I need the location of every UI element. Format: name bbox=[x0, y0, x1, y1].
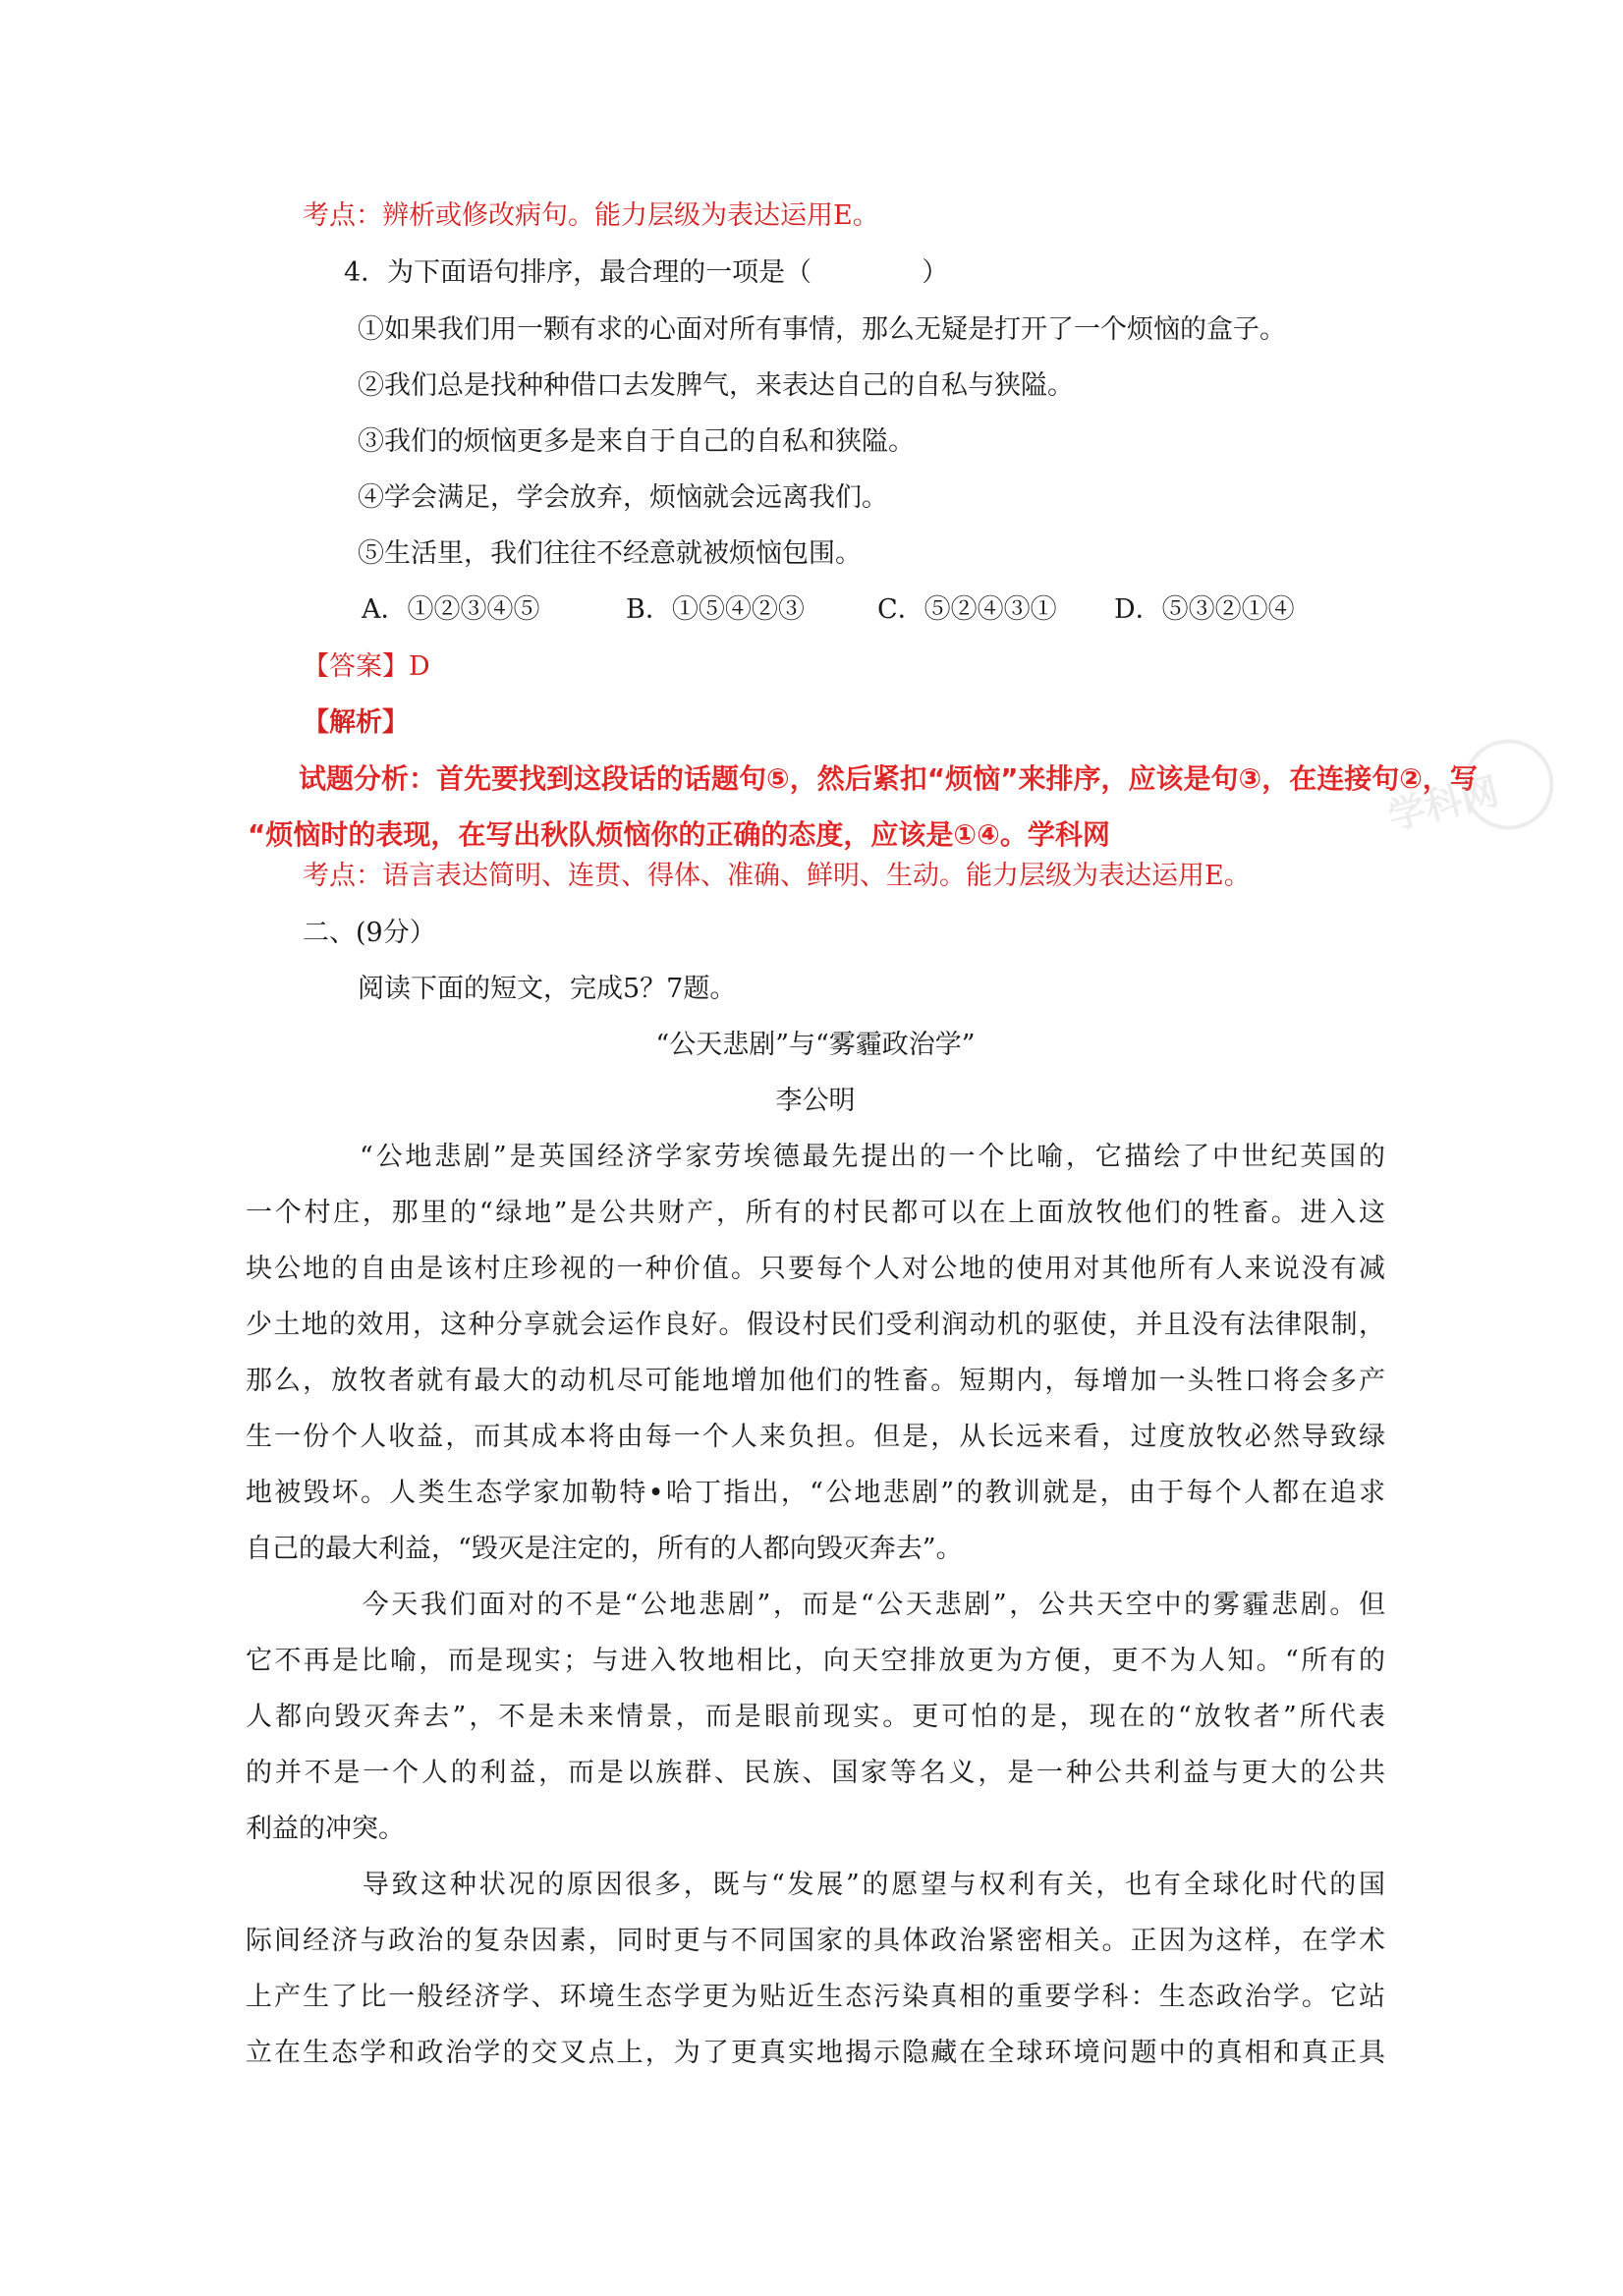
p1-line-1 bbox=[246, 1138, 1385, 1177]
q4-sentence-4: ④学会满足，学会放弃，烦恼就会远离我们。 bbox=[358, 482, 888, 513]
p1-line-8: 自己的最大利益，“毁灭是注定的，所有的人都向毁灭奔去”。 bbox=[246, 1534, 963, 1564]
p1-line-4: 少土地的效用，这种分享就会运作良好。假设村民们受利润动机的驱使，并且没有法律限制， bbox=[246, 1310, 1385, 1340]
section2-header: 二、(9分） bbox=[303, 918, 436, 948]
p1-line-7: 地被毁坏。人类生态学家加勒特•哈丁指出，“公地悲剧”的教训就是，由于每个人都在追求 bbox=[246, 1478, 1385, 1508]
q3-kaodian: 考点：辨析或修改病句。能力层级为表达运用E。 bbox=[303, 200, 879, 231]
p3-line-2: 际间经济与政治的复杂因素，同时更与不同国家的具体政治紧密相关。正因为这样，在学术 bbox=[246, 1926, 1385, 1956]
p3-line-4: 立在生态学和政治学的交叉点上，为了更真实地揭示隐藏在全球环境问题中的真相和真正具 bbox=[246, 2038, 1385, 2068]
q4-option-c: C．⑤②④③① bbox=[877, 594, 1057, 625]
q4-answer: 【答案】D bbox=[303, 651, 430, 682]
p3-line-3: 上产生了比一般经济学、环境生态学更为贴近生态污染真相的重要学科：生态政治学。它站 bbox=[246, 1982, 1385, 2012]
p2-line-1-text: 今天我们面对的不是“公地悲剧”，而是“公天悲剧”，公共天空中的雾霾悲剧。但 bbox=[360, 1590, 1385, 1620]
q4-analysis-line-1: 试题分析：首先要找到这段话的话题句⑤，然后紧扣“烦恼”来排序，应该是句③，在连接句②，写 bbox=[299, 762, 1478, 795]
q4-sentence-2: ②我们总是找种种借口去发脾气，来表达自己的自私与狭隘。 bbox=[358, 370, 1074, 401]
p3-line-1 bbox=[246, 1866, 1385, 1905]
p2-line-2: 它不再是比喻，而是现实；与进入牧地相比，向天空排放更为方便，更不为人知。“所有的 bbox=[246, 1646, 1385, 1676]
q4-stem-prefix: 4．为下面语句排序，最合理的一项是（ bbox=[344, 257, 812, 288]
q4-option-b: B．①⑤④②③ bbox=[626, 594, 805, 625]
p1-line-5: 那么，放牧者就有最大的动机尽可能地增加他们的牲畜。短期内，每增加一头牲口将会多产 bbox=[246, 1366, 1385, 1396]
p1-line-3: 块公地的自由是该村庄珍视的一种价值。只要每个人对公地的使用对其他所有人来说没有减 bbox=[246, 1254, 1385, 1284]
p2-line-1 bbox=[246, 1586, 1385, 1625]
q4-kaodian: 考点：语言表达简明、连贯、得体、准确、鲜明、生动。能力层级为表达运用E。 bbox=[303, 861, 1251, 891]
q4-stem bbox=[344, 253, 948, 293]
q4-sentence-5: ⑤生活里，我们往往不经意就被烦恼包围。 bbox=[358, 538, 862, 569]
q4-sentence-3: ③我们的烦恼更多是来自于自己的自私和狭隘。 bbox=[358, 426, 915, 457]
q4-option-a: A．①②③④⑤ bbox=[362, 594, 540, 625]
p3-line-1-text: 导致这种状况的原因很多，既与“发展”的愿望与权利有关，也有全球化时代的国 bbox=[360, 1870, 1385, 1900]
section2-instruction: 阅读下面的短文，完成5？7题。 bbox=[358, 974, 737, 1004]
q4-option-d: D．⑤③②①④ bbox=[1114, 594, 1295, 625]
q4-stem-suffix: ） bbox=[922, 257, 949, 288]
p2-line-5: 利益的冲突。 bbox=[246, 1814, 405, 1844]
q4-options bbox=[0, 590, 1623, 630]
q4-sentence-1: ①如果我们用一颗有求的心面对所有事情，那么无疑是打开了一个烦恼的盒子。 bbox=[358, 314, 1286, 345]
watermark-text: 学科网 bbox=[1383, 768, 1503, 839]
p1-line-2: 一个村庄，那里的“绿地”是公共财产，所有的村民都可以在上面放牧他们的牲畜。进入这 bbox=[246, 1198, 1385, 1228]
p1-line-6: 生一份个人收益，而其成本将由每一个人来负担。但是，从长远来看，过度放牧必然导致绿 bbox=[246, 1422, 1385, 1452]
article-author: 李公明 bbox=[775, 1086, 856, 1116]
article-title: “公天悲剧”与“雾霾政治学” bbox=[655, 1030, 976, 1060]
q4-analysis-line-2: “烦恼时的表现，在写出秋队烦恼你的正确的态度，应该是①④。学科网 bbox=[248, 818, 1110, 851]
q4-analysis-label: 【解析】 bbox=[303, 707, 409, 738]
watermark-logo bbox=[1368, 723, 1590, 859]
p2-line-3: 人都向毁灭奔去”，不是未来情景，而是眼前现实。更可怕的是，现在的“放牧者”所代表 bbox=[246, 1702, 1385, 1732]
p2-line-4: 的并不是一个人的利益，而是以族群、民族、国家等名义，是一种公共利益与更大的公共 bbox=[246, 1758, 1385, 1788]
p1-line-1-text: “公地悲剧”是英国经济学家劳埃德最先提出的一个比喻，它描绘了中世纪英国的 bbox=[360, 1142, 1385, 1172]
